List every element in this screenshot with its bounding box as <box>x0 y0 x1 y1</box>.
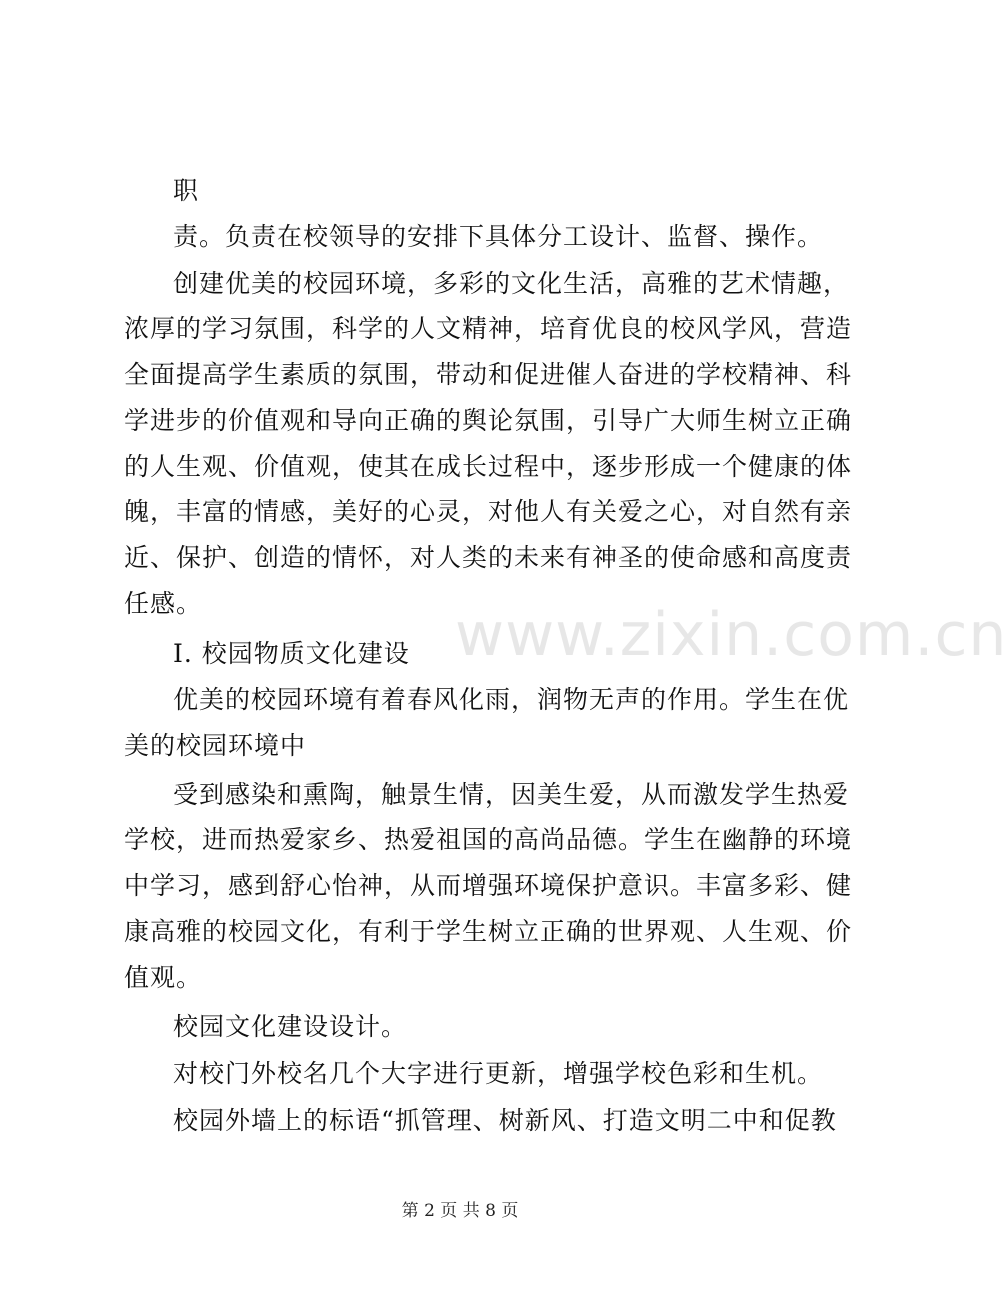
text-line: 受到感染和熏陶，触景生情，因美生爱，从而激发学生热爱 <box>173 780 850 809</box>
text-line: 值观。 <box>124 963 203 992</box>
text-line: 创建优美的校园环境，多彩的文化生活，高雅的艺术情趣， <box>173 269 850 298</box>
section-heading: Ⅰ. 校园物质文化建设 <box>173 639 410 668</box>
text-line: 魄，丰富的情感，美好的心灵，对他人有关爱之心，对自然有亲 <box>124 497 853 526</box>
text-line: 近、保护、创造的情怀，对人类的未来有神圣的使命感和高度责 <box>124 543 853 572</box>
text-line: 校园外墙上的标语“抓管理、树新风、打造文明二中和促教 <box>173 1106 837 1135</box>
text-line: 优美的校园环境有着春风化雨，润物无声的作用。学生在优 <box>173 685 850 714</box>
text-line: 校园文化建设设计。 <box>173 1012 408 1041</box>
text-line: 浓厚的学习氛围，科学的人文精神，培育优良的校风学风，营造 <box>124 314 853 343</box>
text-line: 对校门外校名几个大字进行更新，增强学校色彩和生机。 <box>173 1059 824 1088</box>
page-footer: 第 2 页 共 8 页 <box>401 1201 519 1221</box>
text-line: 任感。 <box>124 589 203 618</box>
text-line: 责。负责在校领导的安排下具体分工设计、监督、操作。 <box>173 222 824 251</box>
watermark: www.zixin.com.cn <box>455 600 1007 670</box>
text-line: 中学习，感到舒心怡神，从而增强环境保护意识。丰富多彩、健 <box>124 871 853 900</box>
text-line: 学进步的价值观和导向正确的舆论氛围，引导广大师生树立正确 <box>124 406 853 435</box>
text-line: 全面提高学生素质的氛围，带动和促进催人奋进的学校精神、科 <box>124 360 853 389</box>
text-line: 的人生观、价值观，使其在成长过程中，逐步形成一个健康的体 <box>124 452 853 481</box>
text-line: 康高雅的校园文化，有利于学生树立正确的世界观、人生观、价 <box>124 917 853 946</box>
text-line: 美的校园环境中 <box>124 731 307 760</box>
text-line: 职 <box>173 176 200 205</box>
text-line: 学校，进而热爱家乡、热爱祖国的高尚品德。学生在幽静的环境 <box>124 825 853 854</box>
